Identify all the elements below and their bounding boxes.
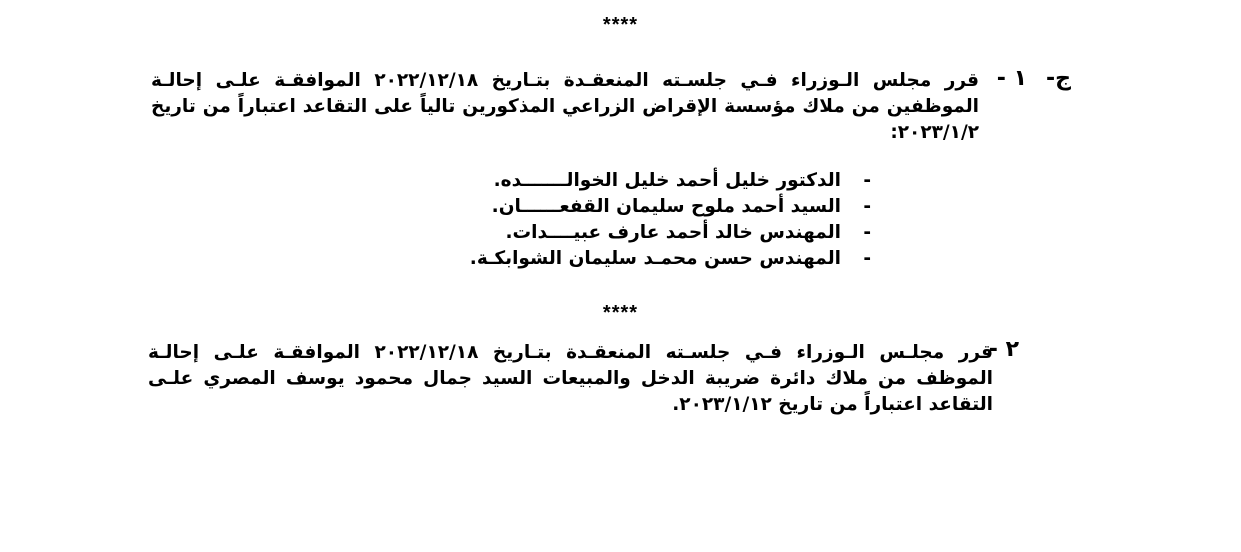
- list-item: [470, 168, 871, 194]
- section-letter: ج-: [1046, 66, 1071, 91]
- item-number-1: ١ -: [996, 66, 1027, 91]
- bullet-dash: -: [863, 222, 871, 243]
- item-2-paragraph: قرر مجلـس الـوزراء فـي جلسـته المنعقـدة بتـاريخ ٢٠٢٢/١٢/١٨ الموافقـة علـى إحالـة الموظف من ملاك دائرة ضريبة الدخل والمبيعات السيد جمال محمود يوسف المصري علـى التقاعد اعتباراً من تاريخ ٢٠٢٣/١/١٢.: [148, 342, 993, 415]
- list-item-text: المهندس حسن محمـد سليمان الشوابكـة.: [469, 248, 841, 269]
- bullet-dash: -: [863, 248, 871, 269]
- separator-stars-top: ****: [602, 14, 639, 36]
- item-1-paragraph: قرر مجلس الـوزراء فـي جلسـته المنعقـدة بتـاريخ ٢٠٢٢/١٢/١٨ الموافقـة علـى إحالـة الموظفين من ملاك مؤسسة الإقراض الزراعي المذكورين تالياً على التقاعد اعتباراً من تاريخ ٢٠٢٣/١/٢:: [151, 70, 980, 143]
- names-list: [470, 168, 871, 272]
- list-item-text: المهندس خالد أحمد عارف عبيــــدات.: [505, 222, 841, 243]
- list-item: [470, 246, 871, 272]
- bullet-dash: -: [863, 170, 871, 191]
- bullet-dash: -: [863, 196, 871, 217]
- item-number-2: ٢ -: [988, 337, 1019, 362]
- separator-stars-middle: ****: [602, 302, 639, 324]
- list-item-text: الدكتور خليل أحمد خليل الخوالـــــــده.: [493, 170, 841, 191]
- list-item: [470, 194, 871, 220]
- list-item: [470, 220, 871, 246]
- list-item-text: السيد أحمد ملوح سليمان القفعــــــان.: [491, 196, 841, 217]
